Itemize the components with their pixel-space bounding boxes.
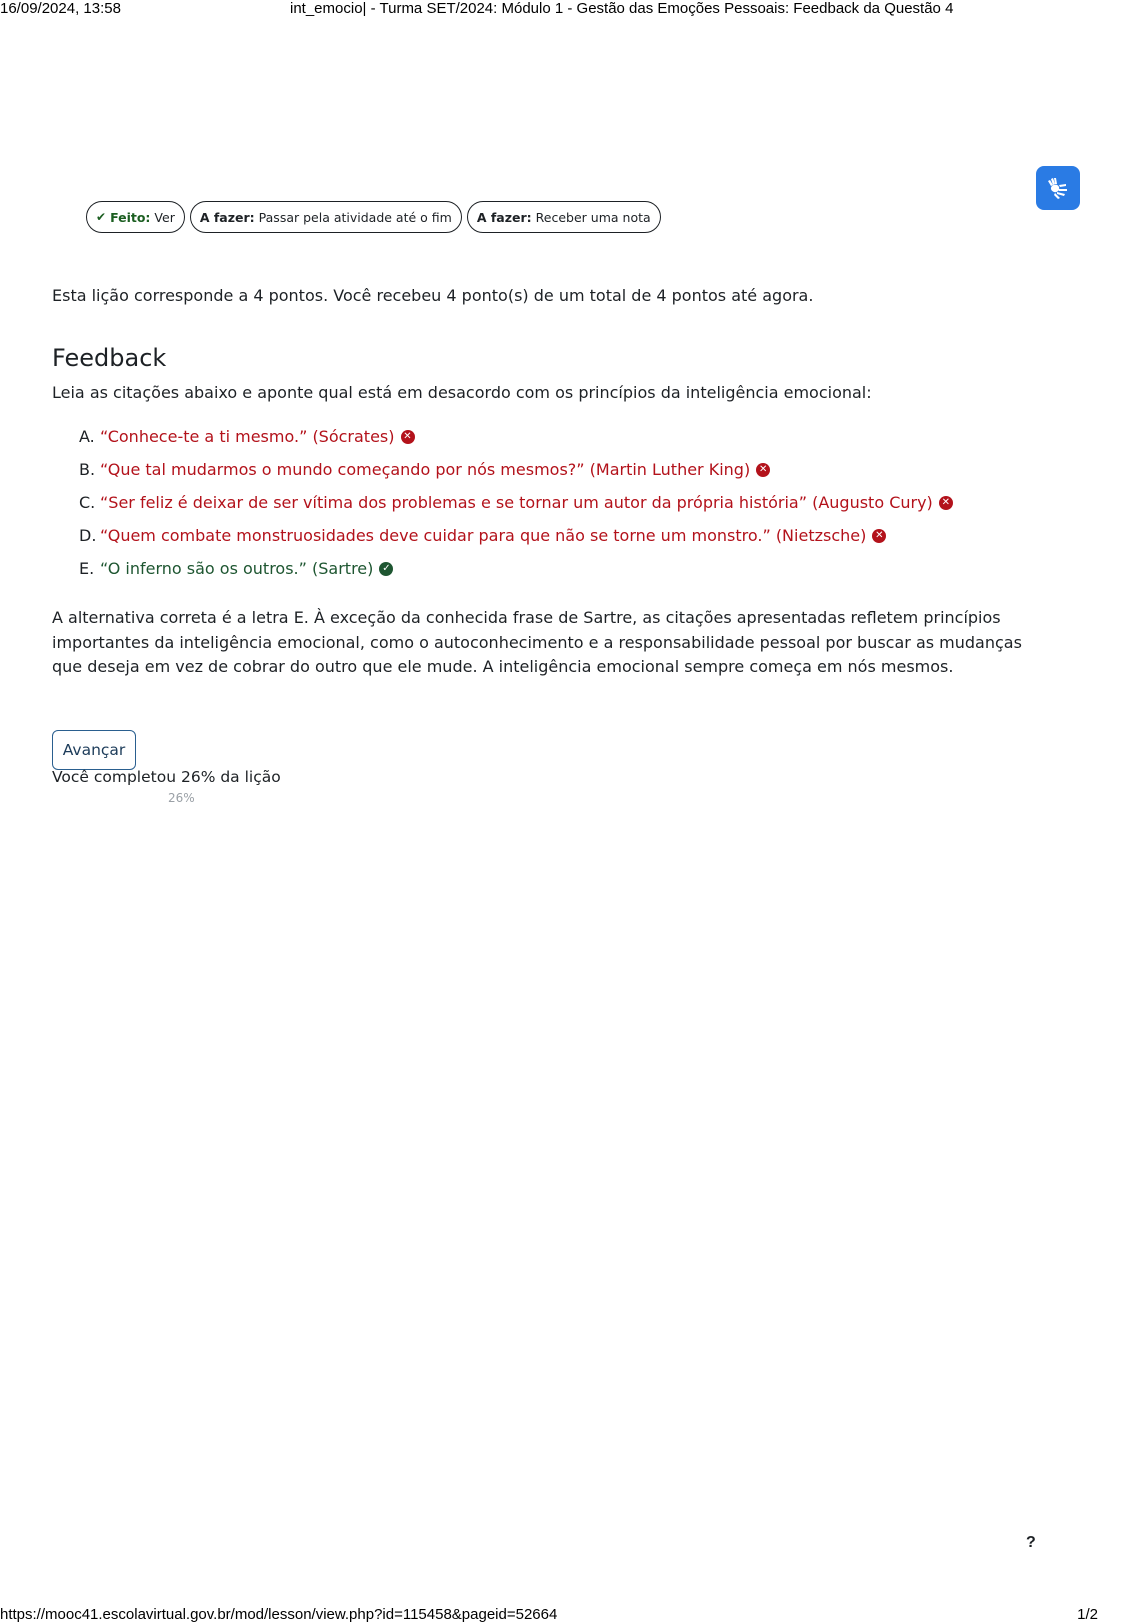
check-icon: ✔	[96, 210, 107, 224]
progress-bar-label: 26%	[168, 791, 195, 805]
answer-item-a	[79, 427, 953, 460]
answer-list	[79, 427, 953, 592]
times-circle-icon: ✕	[872, 529, 886, 543]
lesson-score-text: Esta lição corresponde a 4 pontos. Você recebeu 4 ponto(s) de um total de 4 pontos até agora.	[52, 286, 814, 305]
times-circle-icon: ✕	[939, 496, 953, 510]
times-circle-icon: ✕	[756, 463, 770, 477]
sign-language-hands-icon	[1044, 174, 1072, 202]
sign-language-accessibility-button[interactable]	[1036, 166, 1080, 210]
activity-completion	[86, 201, 661, 233]
lesson-progress-text: Você completou 26% da lição	[52, 768, 281, 786]
completion-status: A fazer:	[199, 209, 255, 225]
answer-letter: B.	[79, 460, 96, 479]
print-page-number: 1/2	[1077, 1606, 1098, 1623]
print-page-title: int_emocio| - Turma SET/2024: Módulo 1 - Gestão das Emoções Pessoais: Feedback da Questão 4	[290, 0, 954, 17]
answer-letter: C.	[79, 493, 96, 512]
feedback-explanation: A alternativa correta é a letra E. À exceção da conhecida frase de Sartre, as citações apresentadas refletem princípios importantes da inteligência emocional, como o autoconhecimento e a responsabilidade pessoal por buscar as mudanças que deseja em vez de cobrar do outro que ele mude. A inteligência emocional sempre começa em nós mesmos.	[52, 608, 1022, 676]
completion-status: Feito:	[110, 209, 151, 225]
completion-label: Ver	[154, 209, 175, 225]
completion-label: Passar pela atividade até o fim	[258, 209, 452, 225]
print-header	[0, 0, 1142, 20]
completion-receive-grade	[467, 201, 661, 233]
answer-text: “Conhece-te a ti mesmo.” (Sócrates)	[100, 427, 395, 446]
help-button[interactable]: ?	[1026, 1534, 1036, 1551]
answer-text: “Que tal mudarmos o mundo começando por nós mesmos?” (Martin Luther King)	[100, 460, 751, 479]
completion-finish-activity	[190, 201, 462, 233]
completion-status: A fazer:	[476, 209, 532, 225]
answer-letter: D.	[79, 526, 97, 545]
answer-text: “O inferno são os outros.” (Sartre)	[100, 559, 374, 578]
answer-item-d	[79, 526, 953, 559]
print-url: https://mooc41.escolavirtual.gov.br/mod/lesson/view.php?id=115458&pageid=52664	[0, 1606, 558, 1623]
answer-text: “Ser feliz é deixar de ser vítima dos problemas e se tornar um autor da própria história” (Augusto Cury)	[100, 493, 933, 512]
answer-letter: E.	[79, 559, 95, 578]
feedback-heading: Feedback	[52, 344, 167, 372]
answer-letter: A.	[79, 427, 95, 446]
answer-item-c	[79, 493, 953, 526]
answer-item-b	[79, 460, 953, 493]
answer-text: “Quem combate monstruosidades deve cuidar para que não se torne um monstro.” (Nietzsche)	[100, 526, 867, 545]
print-datetime: 16/09/2024, 13:58	[0, 0, 121, 17]
next-button[interactable]: Avançar	[52, 730, 136, 770]
times-circle-icon: ✕	[401, 430, 415, 444]
question-text: Leia as citações abaixo e aponte qual está em desacordo com os princípios da inteligência emocional:	[52, 383, 872, 402]
answer-item-e	[79, 559, 953, 592]
completion-view	[86, 201, 185, 233]
check-circle-icon: ✓	[379, 562, 393, 576]
completion-label: Receber uma nota	[535, 209, 651, 225]
